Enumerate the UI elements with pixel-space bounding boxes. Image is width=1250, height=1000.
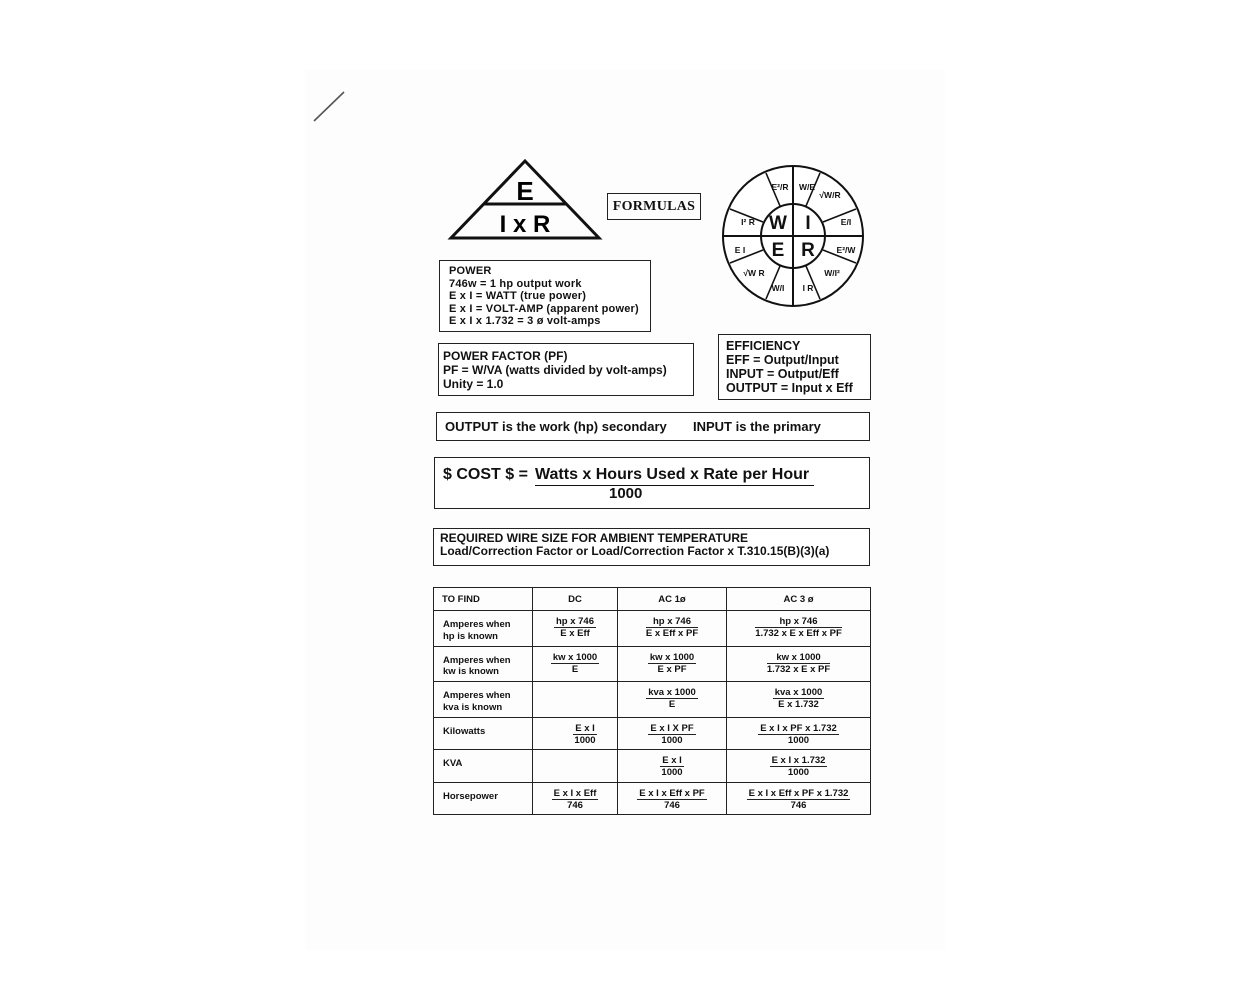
wheel-seg-10: I² R [741,217,755,227]
table-header: AC 3 ø [727,588,871,611]
table-row [434,646,871,682]
power-title: POWER [449,265,492,277]
ac3-cell: $\frac{\text{E x I x Eff x PF x 1.732}}{746}$ [727,782,871,814]
wheel-seg-6: I R [802,283,814,293]
formulas-label: FORMULAS [607,193,701,220]
table-header: TO FIND [434,588,533,611]
wheel-seg-5: W/I² [824,268,840,278]
wheel-center-w: W [769,213,787,234]
table-row [434,682,871,718]
row-label: Horsepower [434,782,533,814]
wheel-seg-9: E I [734,245,746,255]
power-factor-line: PF = W/VA (watts divided by volt-amps) [443,363,667,377]
power-factor-box [438,343,694,396]
dc-cell: $\frac{\text{E x I x Eff}}{746}$ [533,782,618,814]
pencil-mark [310,88,350,124]
efficiency-line: OUTPUT = Input x Eff [726,381,853,395]
efficiency-line: INPUT = Output/Eff [726,367,839,381]
power-line: E x I = VOLT-AMP (apparent power) [449,302,639,315]
cost-numerator: Watts x Hours Used x Rate per Hour [535,466,814,486]
efficiency-line: EFF = Output/Input [726,353,839,367]
ac1-cell: $\frac{\text{kw x 1000}}{\text{E x PF}}$ [618,646,727,682]
power-line: 746w = 1 hp output work [449,277,582,290]
power-line: E x I = WATT (true power) [449,290,587,302]
wheel-center-i: I [805,213,811,234]
power-factor-title: POWER FACTOR (PF) [443,349,568,363]
table-row [434,718,871,750]
table-row [434,611,871,647]
row-label: Amperes when kw is known [434,646,533,682]
output-statement: OUTPUT is the work (hp) secondary [445,419,667,434]
dc-cell: $\frac{\text{hp x 746}}{\text{E x Eff}}$ [533,611,618,647]
wire-size-box [433,528,870,566]
table-header: AC 1ø [618,588,727,611]
power-line: E x I x 1.732 = 3 ø volt-amps [449,315,601,327]
wheel-seg-8: √W R [743,268,765,278]
table-row [434,782,871,814]
ac1-cell: $\frac{\text{E x I}}{1000}$ [618,750,727,782]
efficiency-title: EFFICIENCY [726,339,801,353]
wheel-seg-3: E/I [840,217,852,227]
wire-size-line: Load/Correction Factor or Load/Correction Factor x T.310.15(B)(3)(a) [440,544,830,558]
dc-cell: $\frac{\text{kw x 1000}}{E}$ [533,646,618,682]
row-label: Kilowatts [434,718,533,750]
ac3-cell: $\frac{\text{kva x 1000}}{\text{E x 1.732}}$ [727,682,871,718]
table-header: DC [533,588,618,611]
cost-box [434,457,870,509]
wheel-seg-0: E²/R [771,182,789,192]
wire-size-title: REQUIRED WIRE SIZE FOR AMBIENT TEMPERATURE [440,531,749,545]
ohms-law-triangle [447,158,603,242]
wheel-seg-1: W/E [798,182,816,192]
wheel-seg-4: E²/W [836,245,856,255]
row-label: Amperes when kva is known [434,682,533,718]
formula-wheel [720,163,866,309]
row-label: Amperes when hp is known [434,611,533,647]
ac1-cell: $\frac{\text{E x I x Eff x PF}}{746}$ [618,782,727,814]
triangle-bottom-text: I x R [499,211,551,238]
row-label: KVA [434,750,533,782]
wheel-center-r: R [801,240,815,261]
dc-cell: $\frac{\text{E x I}}{1000}$ [533,718,618,750]
ac3-cell: $\frac{\text{kw x 1000}}{\text{1.732 x E x PF}}$ [727,646,871,682]
wheel-center-e: E [771,240,785,261]
cost-denominator: 1000 [609,485,643,502]
ac1-cell: $\frac{\text{hp x 746}}{\text{E x Eff x PF}}$ [618,611,727,647]
ac1-cell: $\frac{\text{E x I X PF}}{1000}$ [618,718,727,750]
table-header-row [434,588,871,611]
table-row [434,750,871,782]
power-factor-line: Unity = 1.0 [443,377,504,391]
efficiency-box [718,334,871,400]
wheel-seg-2: √W/R [819,190,841,200]
triangle-top-text: E [516,176,534,206]
ac3-cell: $\frac{\text{E x I x 1.732}}{1000}$ [727,750,871,782]
output-input-box [436,412,870,441]
power-box [439,260,651,332]
wheel-seg-7: W/I [771,283,785,293]
ac1-cell: $\frac{\text{kva x 1000}}{E}$ [618,682,727,718]
dc-cell-empty [533,750,618,782]
input-statement: INPUT is the primary [693,419,821,434]
dc-cell-empty [533,682,618,718]
cost-lhs: $ COST $ = [443,466,528,483]
ac3-cell: $\frac{\text{hp x 746}}{\text{1.732 x E x Eff x PF}}$ [727,611,871,647]
ac3-cell: $\frac{\text{E x I x PF x 1.732}}{1000}$ [727,718,871,750]
formula-table [433,587,871,815]
